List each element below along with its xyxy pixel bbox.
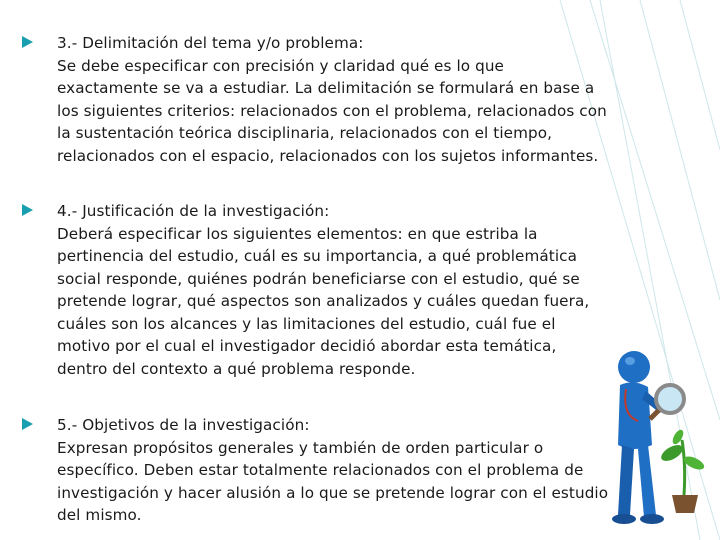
- section-heading: 5.- Objetivos de la investigación:: [57, 416, 310, 434]
- plant-icon: [659, 428, 706, 513]
- researcher-illustration: [612, 345, 720, 540]
- bullet-icon: [22, 204, 33, 216]
- section-text: [57, 200, 642, 380]
- section-heading: 4.- Justificación de la investigación:: [57, 202, 330, 220]
- bullet-icon: [22, 36, 33, 48]
- section-body: Deberá especificar los siguientes elementos: en que estriba la pertinencia del estudio, cuál es su importancia, a qué problemática social responde, quiénes podrán beneficiarse con el estudio, qué se pretende lograr, qué aspectos son analizados y cuáles quedan fuera, cuáles son los alcances y las limitaciones del estudio, cuál fue el motivo por el cual el investigador decidió abordar esta temática, dentro del contexto a qué problema responde.: [57, 224, 590, 378]
- section-heading: 3.- Delimitación del tema y/o problema:: [57, 34, 364, 52]
- section-body: Se debe especificar con precisión y claridad qué es lo que exactamente se va a estudiar. La delimitación se formulará en base a los siguientes criterios: relacionados con el problema, relacionados con la sustentación teórica disciplinaria, relacionados con el tiempo, relacionados con el espacio, relacionados con los sujetos informantes.: [57, 56, 607, 165]
- section-text: [57, 414, 642, 527]
- bullet-icon: [22, 418, 33, 430]
- figure-icon: [612, 351, 664, 524]
- section-justificacion: [22, 200, 642, 380]
- magnifying-glass-icon: [650, 385, 684, 419]
- section-objetivos: [22, 414, 642, 527]
- section-body: Expresan propósitos generales y también de orden particular o específico. Deben estar totalmente relacionados con el problema de investigación y hacer alusión a lo que se pretende lograr con el estudio del mismo.: [57, 438, 609, 524]
- section-text: [57, 32, 642, 167]
- section-delimitacion: [22, 32, 642, 167]
